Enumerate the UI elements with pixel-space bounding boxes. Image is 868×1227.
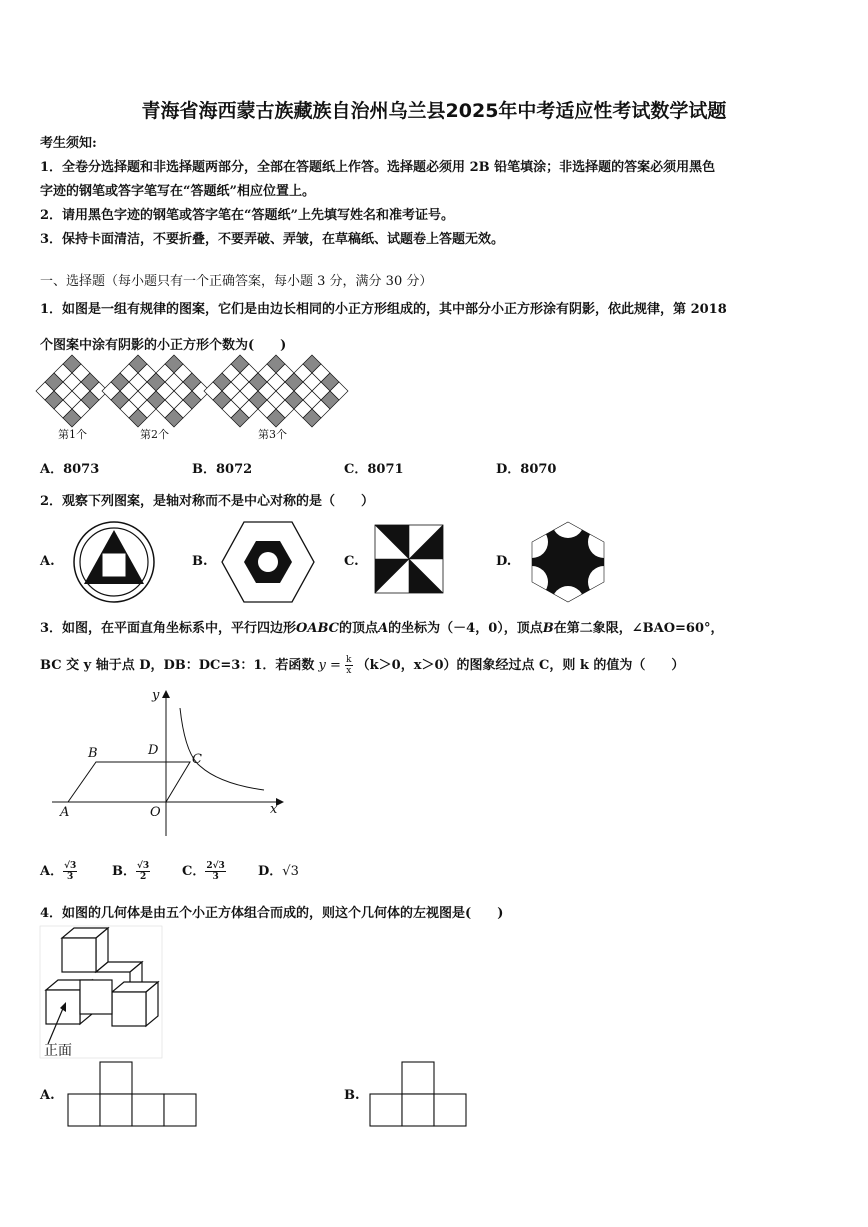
- q3-option-c[interactable]: [182, 860, 226, 882]
- notice-item-1-line-2: 字迹的钢笔或答字笔写在“答题纸”相应位置上。: [40, 184, 315, 199]
- q3-label-o: O: [150, 805, 161, 820]
- q1-option-d[interactable]: D．8070: [496, 462, 557, 477]
- q3-text: OABC: [296, 621, 340, 636]
- q3-option-c-fraction: [205, 861, 225, 882]
- q3-text: B: [542, 621, 554, 636]
- q4-option-b-figure[interactable]: [368, 1060, 468, 1128]
- notice-item-2: 2．请用黑色字迹的钢笔或答字笔在“答题纸”上先填写姓名和准考证号。: [40, 208, 455, 223]
- q1-option-c[interactable]: C．8071: [344, 462, 404, 477]
- page-title: 青海省海西蒙古族藏族自治州乌兰县2025年中考适应性考试数学试题: [141, 100, 727, 122]
- q3-stem-line-2: [40, 654, 684, 676]
- q3-label-d: D: [148, 743, 159, 758]
- q3-stem-line-1: [40, 617, 724, 636]
- q1-pattern-figure: [40, 360, 340, 426]
- q3-function-y: y =: [318, 658, 341, 673]
- q3-option-b-num: √3: [137, 861, 150, 871]
- q2-option-c-figure[interactable]: [374, 524, 444, 594]
- q4-option-b-label[interactable]: B.: [344, 1088, 360, 1103]
- q3-option-c-num: 2√3: [206, 861, 225, 871]
- q3-text: A: [378, 621, 389, 636]
- q3-label-y: y: [152, 688, 160, 703]
- q3-label-a: A: [60, 805, 70, 820]
- q4-stem: 4．如图的几何体是由五个小正方体组合而成的，则这个几何体的左视图是( ): [40, 906, 504, 921]
- q1-option-a[interactable]: A．8073: [40, 462, 100, 477]
- q3-coordinate-figure: [40, 684, 300, 844]
- q3-function-fraction: [345, 655, 352, 676]
- q3-text: 的顶点: [339, 621, 379, 636]
- q3-option-a-den: 3: [67, 872, 74, 882]
- q4-option-a-figure[interactable]: [66, 1060, 198, 1128]
- q1-caption-1: 第1个: [58, 428, 87, 441]
- q2-option-c-label[interactable]: C.: [344, 554, 359, 569]
- q3-option-a-label: A．: [40, 864, 64, 879]
- q1-stem-line-1: 1．如图是一组有规律的图案，它们是由边长相同的小正方形组成的，其中部分小正方形涂有阴影，依此规律，第 2018: [40, 302, 727, 317]
- q1-caption-3: 第3个: [258, 428, 287, 441]
- q3-fraction-denominator: x: [346, 666, 352, 676]
- q2-option-a-figure[interactable]: [72, 520, 156, 604]
- q3-option-b-den: 2: [139, 872, 147, 882]
- q3-option-b-fraction: [136, 861, 150, 882]
- q3-label-b: B: [88, 746, 98, 761]
- q3-option-c-label: C．: [182, 864, 206, 879]
- q1-option-b[interactable]: B．8072: [192, 462, 253, 477]
- q3-option-a-fraction: [63, 861, 77, 882]
- q2-option-d-label[interactable]: D.: [496, 554, 512, 569]
- q3-option-b[interactable]: [112, 860, 150, 882]
- section-heading: 一、选择题（每小题只有一个正确答案，每小题 3 分，满分 30 分）: [40, 274, 433, 289]
- q1-stem-line-2: 个图案中涂有阴影的小正方形个数为( ): [40, 338, 287, 353]
- q3-text: 在第二象限，∠BAO=60°，: [553, 621, 724, 636]
- q4-option-a-label[interactable]: A.: [40, 1088, 55, 1103]
- q3-label-c: C: [192, 752, 202, 767]
- q2-option-b-label[interactable]: B.: [192, 554, 208, 569]
- q4-front-label: 正面: [44, 1043, 72, 1059]
- q3-option-d-value: √3: [282, 864, 299, 879]
- q3-fraction-numerator: k: [346, 655, 352, 665]
- q3-option-d-label: D．: [258, 864, 283, 879]
- notice-item-1-line-1: 1．全卷分选择题和非选择题两部分，全部在答题纸上作答。选择题必须用 2B 铅笔填涂；非选择题的答案必须用黑色: [40, 160, 716, 175]
- q2-stem: 2．观察下列图案，是轴对称而不是中心对称的是（ ）: [40, 494, 375, 509]
- q3-text: （k＞0，x＞0）的图象经过点 C，则 k 的值为（ ）: [356, 658, 685, 673]
- q2-option-a-label[interactable]: A.: [40, 554, 55, 569]
- q3-option-a[interactable]: [40, 860, 77, 882]
- q3-option-a-num: √3: [64, 861, 77, 871]
- notice-item-3: 3．保持卡面清洁，不要折叠，不要弄破、弄皱，在草稿纸、试题卷上答题无效。: [40, 232, 505, 247]
- q3-option-c-den: 3: [212, 872, 219, 882]
- q3-text: 3．如图，在平面直角坐标系中，平行四边形: [40, 621, 297, 636]
- q1-caption-2: 第2个: [140, 428, 169, 441]
- q2-option-b-figure[interactable]: [220, 520, 316, 604]
- q3-text: 的坐标为（－4，0），顶点: [388, 621, 543, 636]
- q3-option-d[interactable]: [258, 860, 299, 879]
- q3-text: BC 交 y 轴于点 D，DB：DC=3：1．若函数: [40, 658, 315, 673]
- q3-label-x: x: [270, 802, 278, 817]
- q3-option-b-label: B．: [112, 864, 136, 879]
- notice-heading: 考生须知:: [40, 136, 97, 151]
- q2-option-d-figure[interactable]: [524, 520, 612, 604]
